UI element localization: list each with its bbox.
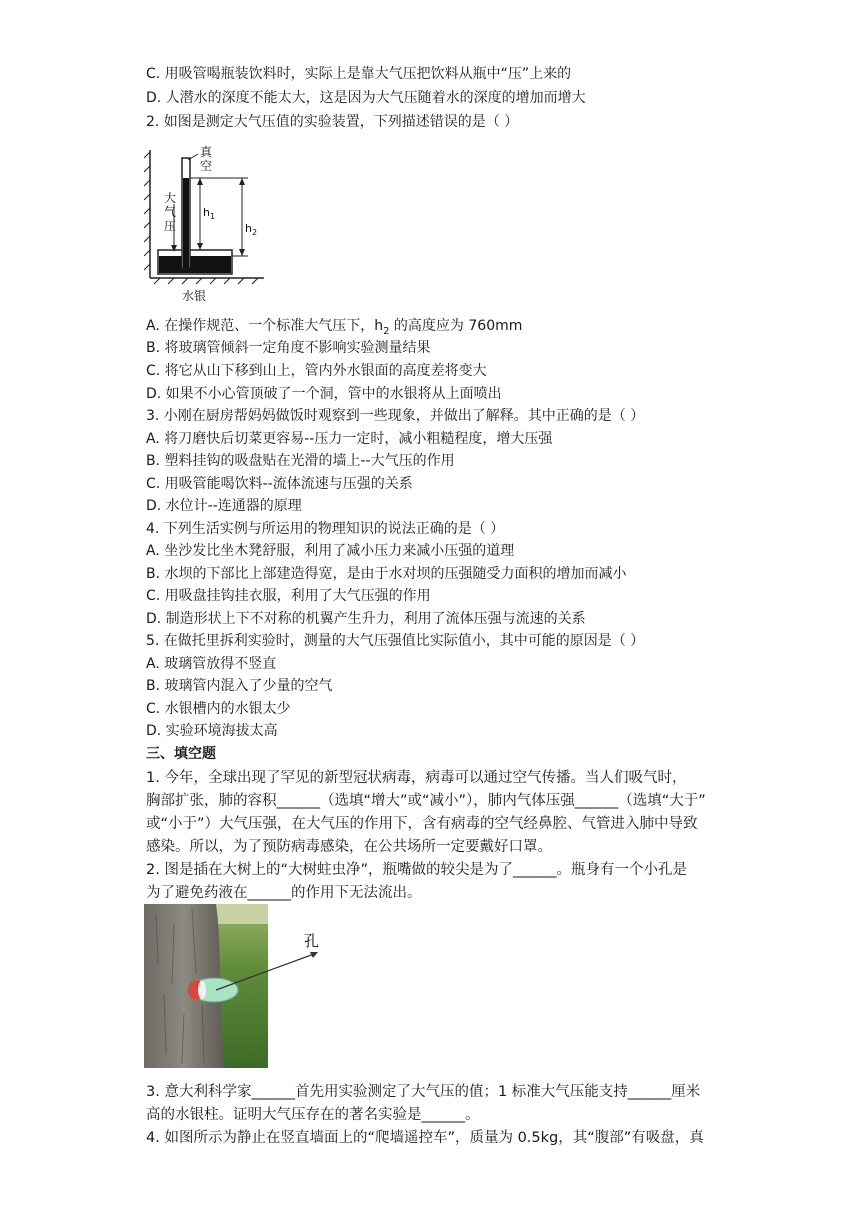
hole-label: 孔: [304, 932, 320, 950]
h1-label: h: [203, 206, 210, 219]
q5-option-a: A. 玻璃管放得不竖直: [146, 656, 277, 672]
q3-option-c: C. 用吸管能喝饮料--流体流速与压强的关系: [146, 476, 413, 492]
vacuum-pointer: [188, 154, 198, 160]
tree-insecticide-photo: [144, 904, 326, 1068]
bottle-ring: [198, 981, 206, 999]
fill1-line2: 胸部扩张，肺的容积______（选填“增大”或“减小”），肺内气体压强______（选填“大于”: [146, 793, 706, 809]
tube-mercury: [183, 178, 189, 268]
q2-option-a-sub: 2: [383, 325, 390, 337]
fill1-line1: 1. 今年，全球出现了罕见的新型冠状病毒，病毒可以通过空气传播。当人们吸气时，: [146, 770, 687, 786]
q2-option-a-rest: 的高度应为 760mm: [389, 318, 523, 334]
section-heading: 三、填空题: [146, 746, 216, 762]
wall-hatch: [144, 152, 150, 270]
h2-arrow-top: [239, 178, 245, 185]
q5-option-d: D. 实验环境海拔太高: [146, 723, 278, 739]
q3-option-d: D. 水位计--连通器的原理: [146, 498, 302, 514]
fill3-line2: 高的水银柱。证明大气压存在的著名实验是______。: [146, 1107, 480, 1123]
q5-stem: 5. 在做托里拆利实验时，测量的大气压强值比实际值小，其中可能的原因是（ ）: [146, 633, 645, 649]
atm-label-1: 大: [164, 191, 177, 205]
q4-stem: 4. 下列生活实例与所运用的物理知识的说法正确的是（ ）: [146, 521, 505, 537]
h1-arrow-top: [197, 178, 203, 185]
q5-option-b: B. 玻璃管内混入了少量的空气: [146, 678, 333, 694]
q4-option-d: D. 制造形状上下不对称的机翼产生升力，利用了流体压强与流速的关系: [146, 611, 586, 627]
q2-option-b: B. 将玻璃管倾斜一定角度不影响实验测量结果: [146, 340, 431, 356]
q1-option-c: C. 用吸管喝瓶装饮料时，实际上是靠大气压把饮料从瓶中“压”上来的: [146, 66, 572, 82]
fill4-line1: 4. 如图所示为静止在竖直墙面上的“爬墙遥控车”，质量为 0.5kg，其“腹部”有吸盘，真: [146, 1130, 704, 1146]
fill1-line3: 或“小于”）大气压强，在大气压的作用下，含有病毒的空气经鼻腔、气管进入肺中导致: [146, 816, 698, 832]
torricelli-diagram: [144, 144, 268, 304]
q2-stem: 2. 如图是测定大气压值的实验装置，下列描述错误的是（ ）: [146, 114, 519, 130]
q2-option-c: C. 将它从山下移到山上，管内外水银面的高度差将变大: [146, 363, 487, 379]
q3-option-b: B. 塑料挂钩的吸盘贴在光滑的墙上--大气压的作用: [146, 453, 455, 469]
q5-option-c: C. 水银槽内的水银太少: [146, 701, 291, 717]
h2-subscript: 2: [252, 228, 258, 237]
atm-label-2: 气: [164, 205, 177, 219]
atm-label-3: 压: [164, 219, 177, 233]
h2-label: h: [245, 222, 252, 235]
fill3-line1: 3. 意大利科学家______首先用实验测定了大气压的值；1 标准大气压能支持______厘米: [146, 1084, 701, 1100]
h2-arrow-bottom: [239, 249, 245, 256]
fill2-line2: 为了避免药液在______的作用下无法流出。: [146, 885, 422, 901]
q4-option-b: B. 水坝的下部比上部建造得宽，是由于水对坝的压强随受力面积的增加而减小: [146, 566, 627, 582]
q4-option-c: C. 用吸盘挂钩挂衣服，利用了大气压强的作用: [146, 588, 431, 604]
dish-mercury: [159, 256, 231, 273]
mercury-label: 水银: [182, 289, 207, 303]
h1-arrow-bottom: [197, 243, 203, 250]
q2-option-d: D. 如果不小心管顶破了一个洞，管中的水银将从上面喷出: [146, 386, 502, 402]
q1-option-d: D. 人潜水的深度不能太大，这是因为大气压随着水的深度的增加而增大: [146, 90, 586, 106]
q3-stem: 3. 小刚在厨房帮妈妈做饭时观察到一些现象，并做出了解释。其中正确的是（ ）: [146, 408, 645, 424]
fill2-line1: 2. 图是插在大树上的“大树蛀虫净”，瓶嘴做的较尖是为了______。瓶身有一个小孔是: [146, 862, 687, 878]
q3-option-a: A. 将刀磨快后切菜更容易--压力一定时，减小粗糙程度，增大压强: [146, 431, 553, 447]
fill1-line4: 感染。所以，为了预防病毒感染，在公共场所一定要戴好口罩。: [146, 839, 552, 855]
q2-option-a-text: A. 在操作规范、一个标准大气压下，h: [146, 318, 384, 334]
vacuum-label-2: 空: [200, 159, 213, 173]
q4-option-a: A. 坐沙发比坐木凳舒服，利用了减小压力来减小压强的道理: [146, 543, 515, 559]
vacuum-label-1: 真: [200, 145, 213, 159]
h1-subscript: 1: [210, 212, 216, 221]
ground-hatch: [154, 278, 258, 284]
